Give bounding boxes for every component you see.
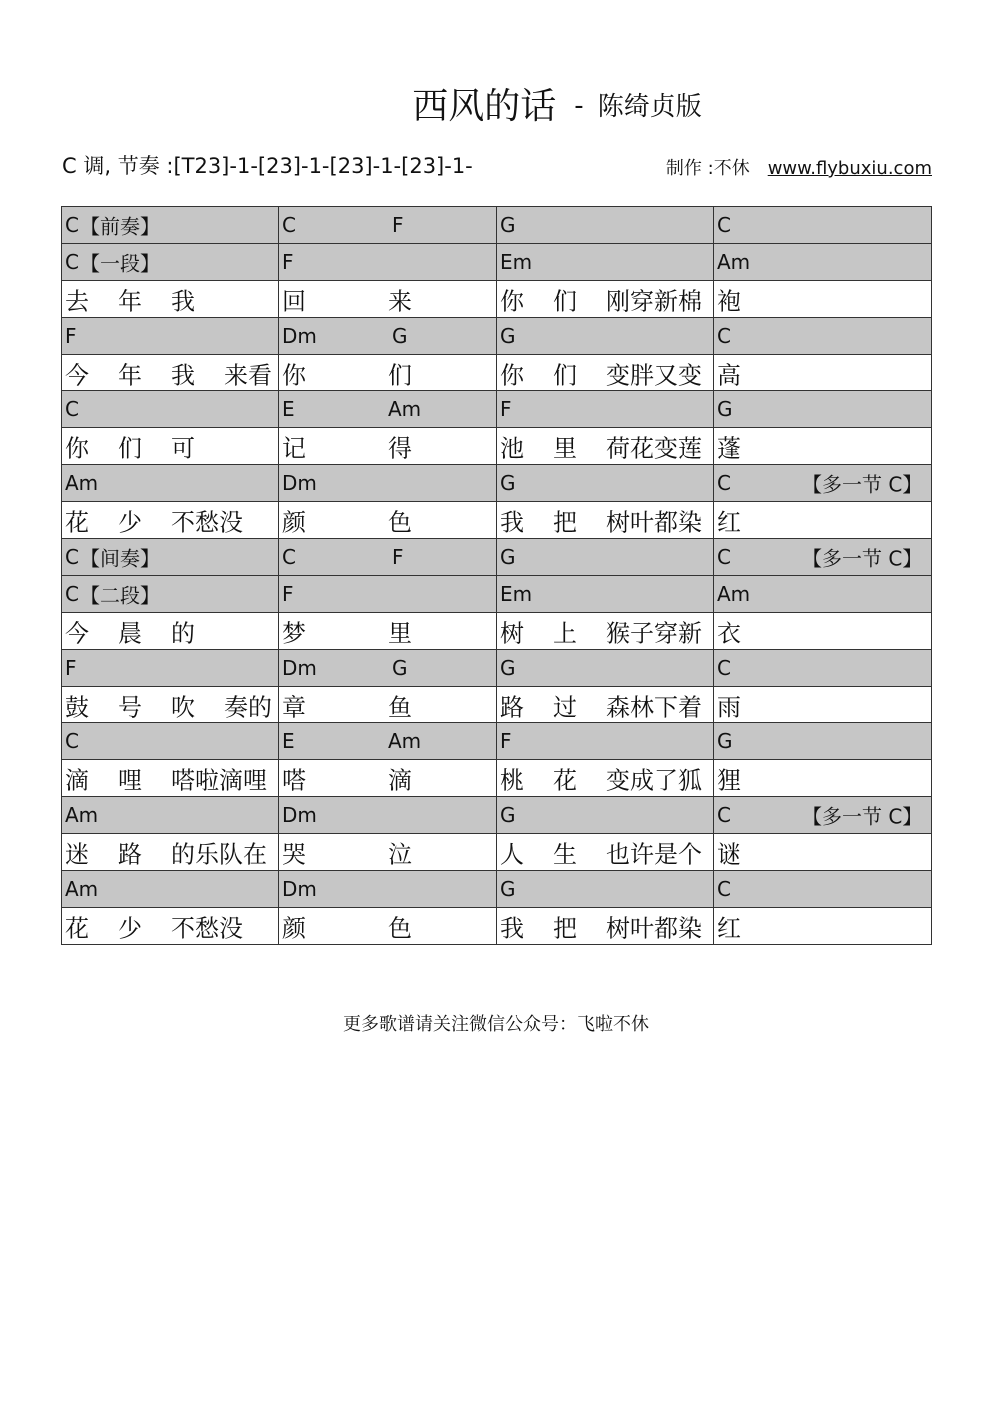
chord-symbol: C: [717, 544, 731, 569]
chord-symbol: Am: [388, 729, 422, 754]
chord-cell-bar-4: [714, 723, 932, 760]
chord-symbol: Em: [500, 249, 533, 274]
chord-symbol: F: [65, 655, 77, 680]
chord-symbol: Em: [500, 581, 533, 606]
lyric-text: 衣: [717, 619, 741, 648]
lyric-text: 变成了狐: [606, 766, 702, 795]
lyric-text: 袍: [717, 287, 741, 316]
lyric-cell-bar-2: [279, 612, 497, 649]
chord-cell-bar-1: [62, 243, 279, 280]
section-marker: 【一段】: [80, 251, 160, 276]
chord-row: [62, 871, 932, 908]
lyric-text: 蓬: [717, 434, 741, 463]
chord-cell-bar-2: [279, 465, 497, 502]
chord-row: [62, 575, 932, 612]
chord-cell-bar-1: [62, 871, 279, 908]
lyric-text: 嗒啦滴哩: [171, 766, 267, 795]
chord-cell-bar-1: [62, 649, 279, 686]
lyric-text: 颜: [282, 914, 306, 943]
lyric-text: 号: [118, 693, 142, 722]
chord-cell-bar-2: [279, 207, 497, 244]
lyric-text: 今: [65, 619, 89, 648]
chord-symbol: F: [392, 212, 404, 237]
lyric-cell-bar-4: [714, 907, 932, 944]
chord-symbol: Am: [65, 471, 99, 496]
chord-cell-bar-2: [279, 797, 497, 834]
chord-symbol: F: [392, 544, 404, 569]
chord-cell-bar-3: [497, 649, 714, 686]
chord-cell-bar-1: [62, 723, 279, 760]
chord-symbol: G: [392, 323, 408, 348]
title-separator: -: [574, 91, 584, 121]
lyric-text: 来: [388, 287, 412, 316]
lyric-text: 你: [500, 287, 524, 316]
lyric-cell-bar-1: [62, 428, 279, 465]
lyric-text: 花: [553, 766, 577, 795]
lyric-text: 你: [500, 361, 524, 389]
chord-symbol: C: [717, 471, 731, 496]
chord-row: [62, 723, 932, 760]
lyric-cell-bar-3: [497, 686, 714, 723]
section-marker: 【前奏】: [80, 214, 160, 239]
chord-symbol: E: [282, 397, 295, 422]
lyric-text: 可: [171, 434, 195, 463]
website-link[interactable]: www.flybuxiu.com: [767, 158, 932, 179]
lyric-text: 把: [553, 914, 577, 943]
chord-symbol: G: [500, 544, 516, 569]
chord-cell-bar-4: [714, 465, 932, 502]
lyric-text: 你: [65, 434, 89, 463]
chord-row: [62, 207, 932, 244]
chord-cell-bar-3: [497, 243, 714, 280]
lyric-text: 变胖又变: [606, 361, 702, 389]
chord-symbol: Dm: [282, 323, 317, 348]
chord-symbol: C: [717, 323, 731, 348]
lyric-text: 哭: [282, 840, 306, 869]
section-marker: 【间奏】: [80, 546, 160, 571]
lyric-text: 上: [553, 619, 577, 648]
chord-cell-bar-4: [714, 575, 932, 612]
chord-symbol: C: [282, 212, 296, 237]
lyric-text: 把: [553, 508, 577, 537]
lyric-cell-bar-3: [497, 502, 714, 539]
lyric-text: 滴: [65, 766, 89, 795]
chord-cell-bar-2: [279, 391, 497, 428]
chord-cell-bar-4: [714, 797, 932, 834]
lyric-cell-bar-3: [497, 907, 714, 944]
chord-row: [62, 317, 932, 354]
lyric-text: 少: [118, 508, 142, 537]
lyric-text: 猴子穿新: [606, 619, 702, 648]
lyric-text: 我: [500, 508, 524, 537]
chord-symbol: G: [500, 655, 516, 680]
chord-cell-bar-3: [497, 575, 714, 612]
footer-note: 更多歌谱请关注微信公众号：飞啦不休: [343, 1014, 649, 1035]
lyric-cell-bar-2: [279, 280, 497, 317]
chord-row: [62, 243, 932, 280]
lyric-text: 鱼: [388, 693, 412, 722]
chord-cell-bar-2: [279, 317, 497, 354]
chord-symbol: G: [500, 803, 516, 828]
lyric-text: 雨: [717, 693, 741, 722]
lyric-row: [62, 760, 932, 797]
lyric-text: 们: [388, 361, 412, 389]
chord-cell-bar-3: [497, 391, 714, 428]
chord-cell-bar-2: [279, 575, 497, 612]
lyric-cell-bar-4: [714, 834, 932, 871]
lyric-text: 鼓: [65, 693, 89, 722]
chord-cell-bar-4: [714, 317, 932, 354]
chord-cell-bar-1: [62, 317, 279, 354]
lyric-cell-bar-3: [497, 834, 714, 871]
chord-cell-bar-4: [714, 207, 932, 244]
lyric-text: 颜: [282, 508, 306, 537]
lyric-text: 吹: [171, 693, 195, 722]
lyric-text: 花: [65, 914, 89, 943]
lyric-text: 梦: [282, 619, 306, 648]
song-title: 西风的话: [412, 86, 557, 127]
chord-symbol: G: [500, 323, 516, 348]
chord-symbol: C: [65, 544, 79, 569]
lyric-cell-bar-3: [497, 760, 714, 797]
lyric-text: 路: [118, 840, 142, 869]
chord-symbol: C: [65, 729, 79, 754]
chord-cell-bar-3: [497, 465, 714, 502]
lyric-row: [62, 428, 932, 465]
lyric-text: 森林下着: [606, 693, 702, 722]
lyric-row: [62, 907, 932, 944]
lyric-cell-bar-4: [714, 686, 932, 723]
chord-symbol: Dm: [282, 803, 317, 828]
lyric-text: 狸: [717, 766, 741, 795]
lyric-text: 年: [118, 287, 142, 316]
lyric-cell-bar-2: [279, 686, 497, 723]
chord-symbol: C: [282, 544, 296, 569]
chord-symbol: F: [500, 729, 512, 754]
lyric-cell-bar-2: [279, 834, 497, 871]
chord-symbol: Am: [717, 249, 751, 274]
chord-symbol: Am: [388, 397, 422, 422]
chord-symbol: C: [65, 581, 79, 606]
chord-symbol: C: [65, 212, 79, 237]
section-marker: 【多一节 C】: [802, 804, 923, 829]
lyric-text: 里: [553, 434, 577, 463]
chord-cell-bar-2: [279, 871, 497, 908]
chord-cell-bar-3: [497, 871, 714, 908]
chord-cell-bar-4: [714, 871, 932, 908]
lyric-cell-bar-2: [279, 907, 497, 944]
lyric-text: 泣: [388, 840, 412, 869]
lyric-cell-bar-1: [62, 612, 279, 649]
section-marker: 【多一节 C】: [802, 472, 923, 497]
chord-cell-bar-3: [497, 539, 714, 576]
lyric-cell-bar-1: [62, 354, 279, 391]
chord-symbol: Dm: [282, 655, 317, 680]
chord-cell-bar-1: [62, 465, 279, 502]
chord-cell-bar-1: [62, 207, 279, 244]
lyric-text: 里: [388, 619, 412, 648]
chord-cell-bar-4: [714, 649, 932, 686]
chord-cell-bar-1: [62, 539, 279, 576]
chord-cell-bar-3: [497, 797, 714, 834]
lyric-cell-bar-2: [279, 354, 497, 391]
lyric-cell-bar-1: [62, 280, 279, 317]
lyric-row: [62, 280, 932, 317]
lyric-cell-bar-4: [714, 760, 932, 797]
lyric-text: 池: [500, 434, 524, 463]
lyric-text: 谜: [717, 840, 741, 869]
chord-sheet-table: [61, 206, 932, 945]
chord-cell-bar-4: [714, 243, 932, 280]
lyric-text: 你: [282, 361, 306, 389]
lyric-text: 人: [500, 840, 524, 869]
lyric-cell-bar-3: [497, 612, 714, 649]
lyric-cell-bar-4: [714, 502, 932, 539]
lyric-text: 不愁没: [171, 914, 243, 943]
chord-symbol: F: [500, 397, 512, 422]
song-version: 陈绮贞版: [597, 92, 702, 122]
section-marker: 【多一节 C】: [802, 546, 923, 571]
chord-row: [62, 539, 932, 576]
chord-cell-bar-1: [62, 391, 279, 428]
chord-cell-bar-3: [497, 317, 714, 354]
lyric-text: 今: [65, 361, 89, 389]
chord-cell-bar-3: [497, 207, 714, 244]
chord-symbol: G: [500, 471, 516, 496]
lyric-cell-bar-3: [497, 428, 714, 465]
chord-symbol: G: [392, 655, 408, 680]
lyric-text: 们: [553, 287, 577, 316]
chord-symbol: G: [717, 729, 733, 754]
lyric-text: 不愁没: [171, 508, 243, 537]
lyric-text: 得: [388, 434, 412, 463]
lyric-cell-bar-1: [62, 907, 279, 944]
lyric-text: 记: [282, 434, 306, 463]
lyric-text: 色: [388, 914, 412, 943]
chord-row: [62, 465, 932, 502]
lyric-text: 迷: [65, 840, 89, 869]
credits: [666, 154, 932, 180]
lyric-text: 哩: [118, 766, 142, 795]
key-rhythm: C 调, 节奏 :[T23]-1-[23]-1-[23]-1-[23]-1-: [62, 154, 473, 178]
lyric-text: 去: [65, 287, 89, 316]
lyric-cell-bar-2: [279, 760, 497, 797]
song-title-line: [0, 78, 992, 129]
lyric-cell-bar-3: [497, 280, 714, 317]
lyric-text: 滴: [388, 766, 412, 795]
lyric-text: 们: [553, 361, 577, 389]
lyric-text: 高: [717, 361, 741, 389]
lyric-text: 我: [171, 361, 195, 389]
chord-cell-bar-2: [279, 243, 497, 280]
chord-cell-bar-1: [62, 575, 279, 612]
chord-symbol: G: [500, 212, 516, 237]
chord-symbol: F: [282, 581, 294, 606]
lyric-text: 我: [500, 914, 524, 943]
lyric-text: 路: [500, 693, 524, 722]
chord-symbol: G: [500, 876, 516, 901]
lyric-row: [62, 612, 932, 649]
lyric-text: 回: [282, 287, 306, 316]
lyric-text: 奏的: [224, 693, 272, 722]
chord-cell-bar-3: [497, 723, 714, 760]
chord-symbol: G: [717, 397, 733, 422]
chord-row: [62, 391, 932, 428]
lyric-text: 嗒: [282, 766, 306, 795]
lyric-text: 刚穿新棉: [606, 287, 702, 316]
lyric-text: 来看: [224, 361, 272, 389]
chord-symbol: Dm: [282, 876, 317, 901]
lyric-text: 过: [553, 693, 577, 722]
chord-cell-bar-4: [714, 539, 932, 576]
lyric-text: 花: [65, 508, 89, 537]
chord-symbol: E: [282, 729, 295, 754]
lyric-cell-bar-4: [714, 612, 932, 649]
lyric-text: 红: [717, 508, 741, 537]
lyric-cell-bar-1: [62, 686, 279, 723]
chord-symbol: C: [65, 397, 79, 422]
chord-cell-bar-2: [279, 539, 497, 576]
chord-symbol: Am: [65, 876, 99, 901]
chord-symbol: C: [717, 655, 731, 680]
lyric-text: 的乐队在: [171, 840, 267, 869]
lyric-text: 章: [282, 693, 306, 722]
lyric-cell-bar-2: [279, 428, 497, 465]
chord-symbol: Am: [717, 581, 751, 606]
chord-symbol: F: [65, 323, 77, 348]
lyric-cell-bar-4: [714, 428, 932, 465]
chord-cell-bar-1: [62, 797, 279, 834]
lyric-text: 色: [388, 508, 412, 537]
chord-symbol: Dm: [282, 471, 317, 496]
lyric-cell-bar-1: [62, 502, 279, 539]
lyric-text: 树叶都染: [606, 914, 702, 943]
lyric-row: [62, 502, 932, 539]
chord-row: [62, 649, 932, 686]
chord-symbol: F: [282, 249, 294, 274]
lyric-text: 树: [500, 619, 524, 648]
lyric-text: 也许是个: [606, 840, 702, 869]
lyric-cell-bar-4: [714, 280, 932, 317]
lyric-text: 我: [171, 287, 195, 316]
lyric-text: 桃: [500, 766, 524, 795]
author-credit: 制作 :不休: [665, 158, 750, 179]
lyric-text: 们: [118, 434, 142, 463]
lyric-text: 年: [118, 361, 142, 389]
lyric-text: 晨: [118, 619, 142, 648]
lyric-cell-bar-2: [279, 502, 497, 539]
chord-symbol: C: [717, 803, 731, 828]
lyric-text: 少: [118, 914, 142, 943]
chord-symbol: C: [65, 249, 79, 274]
chord-symbol: Am: [65, 803, 99, 828]
lyric-cell-bar-1: [62, 760, 279, 797]
lyric-text: 红: [717, 914, 741, 943]
chord-row: [62, 797, 932, 834]
lyric-row: [62, 686, 932, 723]
section-marker: 【二段】: [80, 583, 160, 608]
chord-symbol: C: [717, 876, 731, 901]
lyric-text: 树叶都染: [606, 508, 702, 537]
lyric-text: 生: [553, 840, 577, 869]
lyric-cell-bar-4: [714, 354, 932, 391]
lyric-row: [62, 834, 932, 871]
lyric-text: 荷花变莲: [606, 434, 702, 463]
lyric-text: 的: [171, 619, 195, 648]
chord-cell-bar-2: [279, 723, 497, 760]
lyric-row: [62, 354, 932, 391]
chord-cell-bar-4: [714, 391, 932, 428]
lyric-cell-bar-1: [62, 834, 279, 871]
chord-cell-bar-2: [279, 649, 497, 686]
lyric-cell-bar-3: [497, 354, 714, 391]
chord-symbol: C: [717, 212, 731, 237]
